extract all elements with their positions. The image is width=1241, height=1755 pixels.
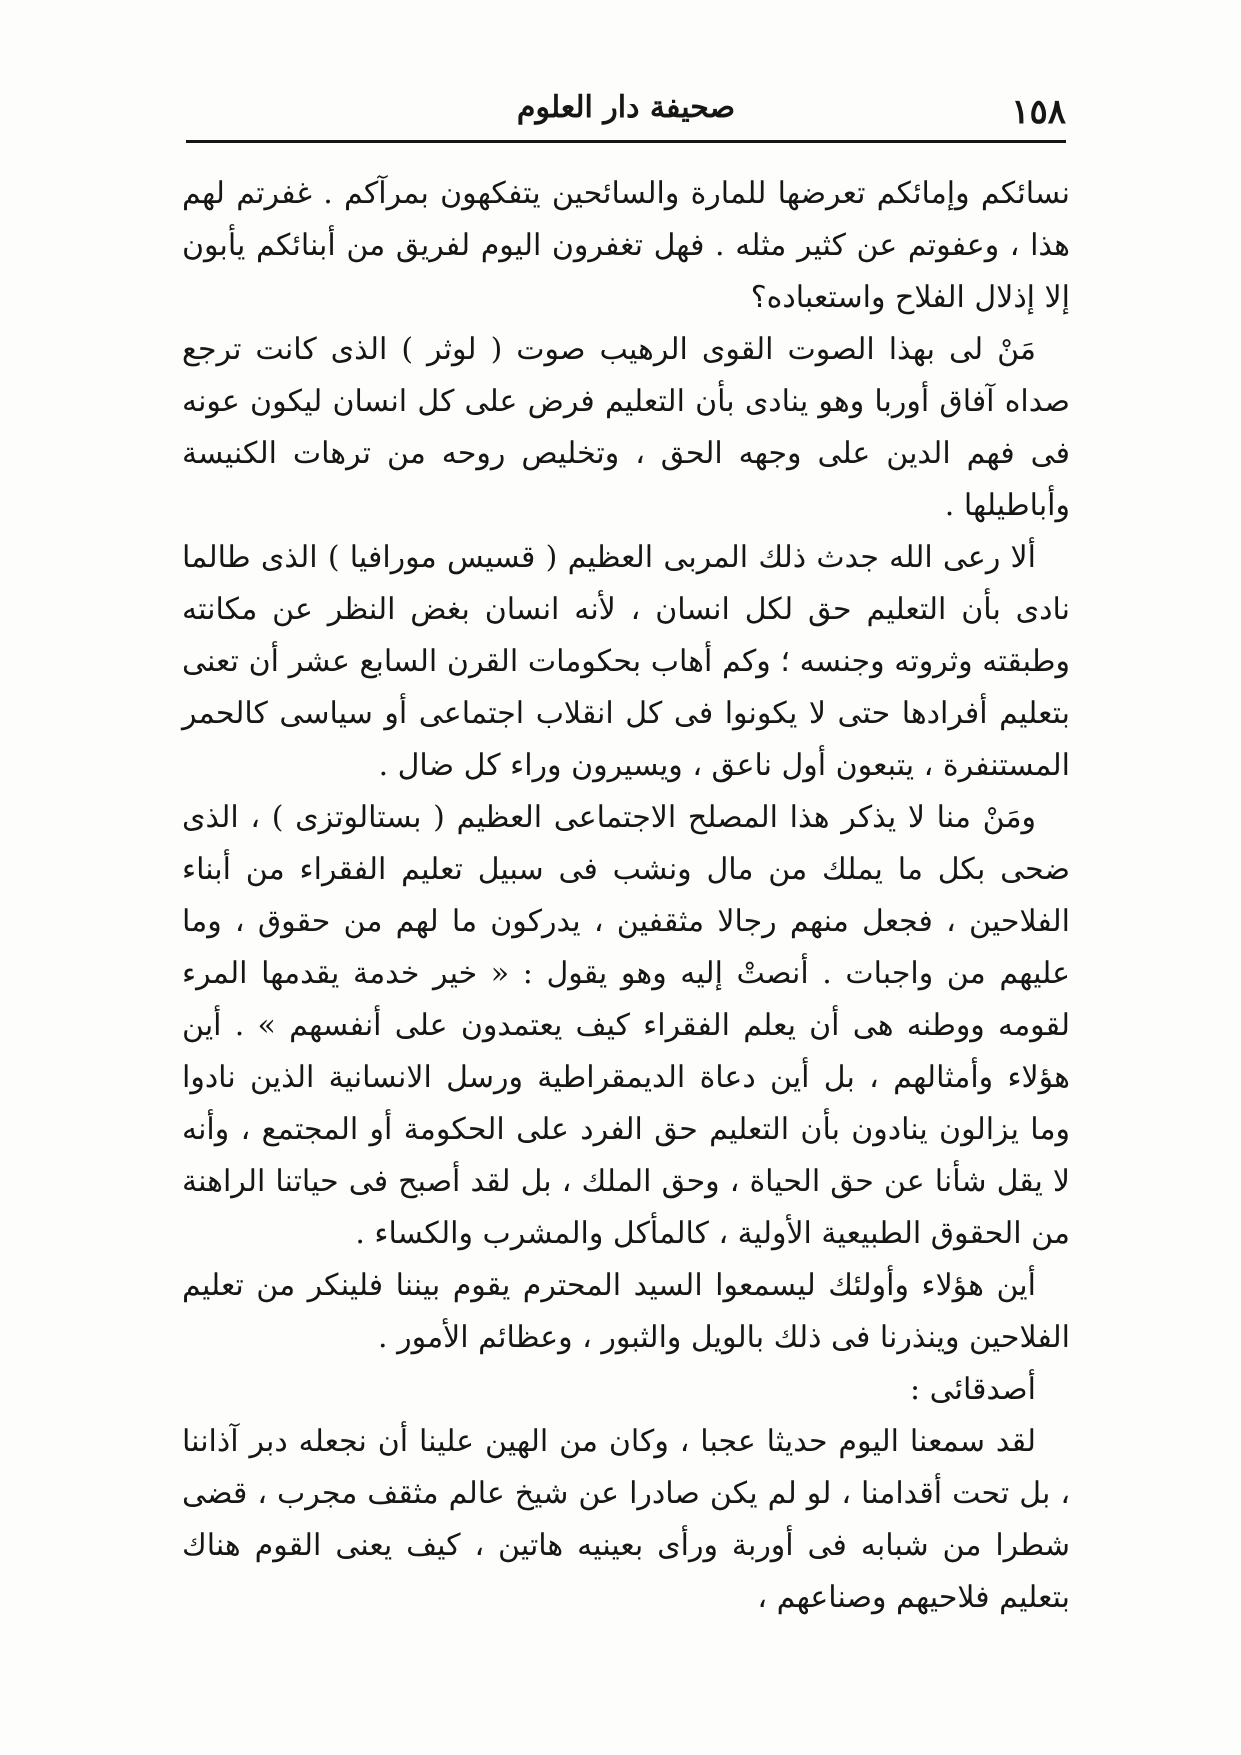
paragraph-where-are-they: أين هؤلاء وأولئك ليسمعوا السيد المحترم يقوم بيننا فلينكر من تعليم الفلاحين وينذرنا فى ذلك بالويل والثبور ، وعظائم الأمور . bbox=[182, 1268, 1070, 1355]
page-number: ١٥٨ bbox=[1011, 92, 1066, 132]
paragraph-pestalozzi: ومَنْ منا لا يذكر هذا المصلح الاجتماعى العظيم ( بستالوتزى ) ، الذى ضحى بكل ما يملك من مال ونشب فى سبيل تعليم الفقراء من أبناء الفلاحين ، فجعل منهم رجالا مثقفين ، يدركون ما لهم من حقوق ، وما عليهم من واجبات . أنصتْ إليه وهو يقول : « خير خدمة يقدمها المرء لقومه ووطنه هى أن يعلم الفقراء كيف يعتمدون على أنفسهم » . أين هؤلاء وأمثالهم ، بل أين دعاة الديمقراطية ورسل الانسانية الذين نادوا وما يزالون ينادون بأن التعليم حق الفرد على الحكومة أو المجتمع ، وأنه لا يقل شأنا عن حق الحياة ، وحق الملك ، بل لقد أصبح فى حياتنا الراهنة من الحقوق الطبيعية الأولية ، كالمأكل والمشرب والكساء . bbox=[182, 800, 1070, 1251]
paragraph-continued: نسائكم وإمائكم تعرضها للمارة والسائحين يتفكهون بمرآكم . غفرتم لهم هذا ، وعفوتم عن كثير مثله . فهل تغفرون اليوم لفريق من أبنائكم يأبون إلا إذلال الفلاح واستعباده؟ bbox=[182, 176, 1070, 315]
paragraph-moravia: ألا رعى الله جدث ذلك المربى العظيم ( قسيس مورافيا ) الذى طالما نادى بأن التعليم حق لكل انسان ، لأنه انسان بغض النظر عن مكانته وطبقته وثروته وجنسه ؛ وكم أهاب بحكومات القرن السابع عشر أن تعنى بتعليم أفرادها حتى لا يكونوا فى كل انقلاب اجتماعى أو سياسى كالحمر المستنفرة ، يتبعون أول ناعق ، ويسيرون وراء كل ضال . bbox=[182, 540, 1070, 783]
paragraph-closing: لقد سمعنا اليوم حديثا عجبا ، وكان من الهين علينا أن نجعله دبر آذاننا ، بل تحت أقدامنا ، لو لم يكن صادرا عن شيخ عالم مثقف مجرب ، قضى شطرا من شبابه فى أوربة ورأى بعينيه هاتين ، كيف يعنى القوم هناك بتعليم فلاحيهم وصناعهم ، bbox=[182, 1424, 1070, 1615]
page-header bbox=[186, 86, 1066, 136]
running-title: صحيفة دار العلوم bbox=[516, 90, 736, 125]
paragraph-luther: مَنْ لى بهذا الصوت القوى الرهيب صوت ( لوثر ) الذى كانت ترجع صداه آفاق أوربا وهو ينادى بأن التعليم فرض على كل انسان ليكون عونه فى فهم الدين على وجهه الحق ، وتخليص روحه من ترهات الكنيسة وأباطيلها . bbox=[182, 332, 1070, 523]
body-text bbox=[182, 168, 1070, 1624]
header-divider bbox=[186, 140, 1066, 143]
section-address: أصدقائى : bbox=[909, 1372, 1036, 1407]
